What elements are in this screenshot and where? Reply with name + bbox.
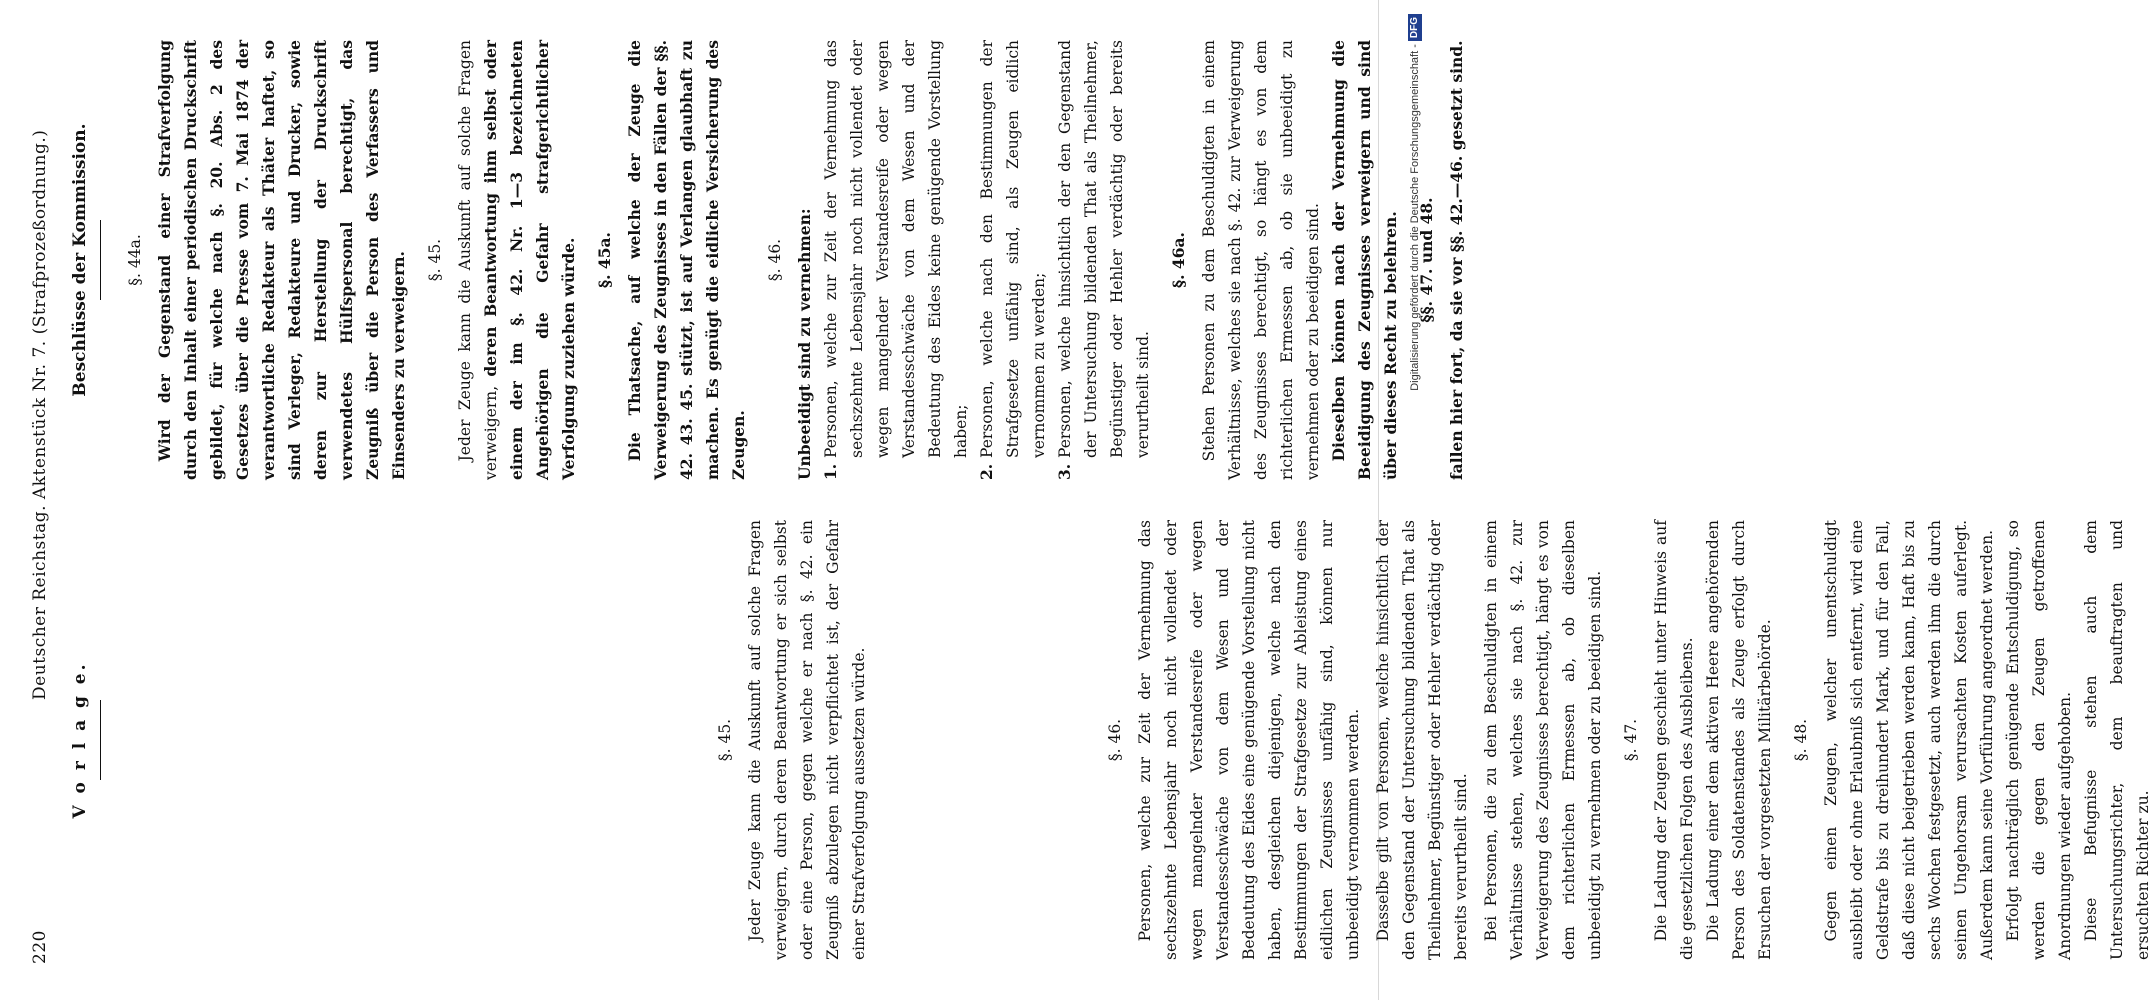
section-48-p2-left: Erfolgt nachträglich genügende Entschuldigung, so werden die gegen den Zeugen getroffenen Anordnungen wieder aufgehoben.	[2004, 520, 2074, 960]
list-item-text: Personen, welche zur Zeit der Vernehmung das sechszehnte Lebensjahr noch nicht vollendet oder wegen mangelnder Verstandesreife oder wegen Verstandesschwäche von dem Wesen und der Bedeutung des Eides keine genügende Vorstellung haben;	[822, 40, 970, 458]
section-46-p3-left: Bei Personen, die zu dem Beschuldigten in einem Verhältnisse stehen, welches sie nach §. 42. zur Verweigerung des Zeugnisses berechtigt, hängt es von dem richterlichen Ermessen ab, ob dieselben unbeeidigt zu vernehmen oder zu beeidigen sind.	[1482, 520, 1604, 960]
section-44a-heading: §. 44a.	[126, 234, 144, 286]
list-item-number: 1.	[821, 463, 840, 480]
list-item-number: 2.	[977, 463, 996, 480]
list-item	[974, 40, 1052, 480]
list-item-text: Personen, welche nach den Bestimmungen der Strafgesetze unfähig sind, als Zeugen eidlich vernommen zu werden;	[978, 40, 1048, 458]
section-45-text-plain-right: Jeder Zeuge kann die Auskunft auf solche Fragen verweigern,	[456, 40, 500, 480]
section-45-text-bold-right: deren Beantwortung ihm selbst oder einem der im §. 42. Nr. 1—3 bezeichneten Angehörigen die Gefahr strafgerichtlicher Verfolgung zuziehen würde.	[481, 40, 578, 480]
section-45a-heading: §. 45a.	[595, 232, 614, 288]
title-rule-right	[100, 220, 101, 300]
section-46-list-right	[818, 40, 1156, 480]
left-column-title: V o r l a g e.	[70, 661, 90, 819]
right-column-title: Beschlüsse der Kommission.	[70, 123, 90, 397]
section-46-lead-right: Unbeeidigt sind zu vernehmen:	[795, 208, 814, 480]
section-47-heading-left: §. 47.	[1622, 718, 1640, 762]
section-46a-heading: §. 46a.	[1169, 232, 1188, 288]
section-45-text-left: Jeder Zeuge kann die Auskunft auf solche Fragen verweigern, durch deren Beantwortung er sich selbst oder eine Person, gegen welche er nach §. 42. ein Zeugniß abzulegen nicht verpflichtet ist, der Gefahr einer Strafverfolgung aussetzen würde.	[746, 520, 868, 960]
title-rule-left	[100, 700, 101, 780]
list-item	[1052, 40, 1156, 480]
page-number: 220	[30, 930, 50, 964]
section-48-heading-left: §. 48.	[1792, 718, 1810, 762]
section-47-48-heading-right: §§. 47. und 48.	[1417, 197, 1436, 323]
section-46-heading-left: §. 46.	[1106, 718, 1124, 762]
section-46-p2-left: Dasselbe gilt von Personen, welche hinsichtlich der den Gegenstand der Untersuchung bildenden That als Theilnehmer, Begünstiger oder Hehler verdächtig oder bereits verurtheilt sind.	[1374, 520, 1470, 960]
section-46-heading-right: §. 46.	[766, 238, 784, 282]
digitization-credit	[1395, 0, 1432, 1000]
section-48-p1-left: Gegen einen Zeugen, welcher unentschuldigt ausbleibt oder ohne Erlaubniß sich entfernt, wird eine Geldstrafe bis zu dreihundert Mark, und für den Fall, daß diese nicht beigetrieben werden kann, Haft bis zu sechs Wochen festgesetzt, auch werden ihm die durch seinen Ungehorsam verursachten Kosten auferlegt. Außerdem kann seine Vorführung angeordnet werden.	[1822, 520, 1996, 960]
right-column	[112, 40, 1470, 480]
section-47-p2-left: Die Ladung einer dem aktiven Heere angehörenden Person des Soldatenstandes als Zeuge erfolgt durch Ersuchen der vorgesetzten Militärbehörde.	[1704, 520, 1774, 960]
dfg-logo: DFG	[1408, 14, 1422, 41]
credit-text: Digitalisierung gefördert durch die Deutsche Forschungsgemeinschaft -	[1409, 44, 1421, 391]
section-45-heading-right: §. 45.	[426, 238, 444, 282]
list-item-text: Personen, welche hinsichtlich der den Gegenstand der Untersuchung bildenden That als Theilnehmer, Begünstiger oder Hehler verdächtig oder bereits verurtheilt sind.	[1056, 40, 1152, 458]
section-44a-text: Wird der Gegenstand einer Strafverfolgung durch den Inhalt einer periodischen Druckschrift gebildet, für welche nach §. 20. Abs. 2 des Gesetzes über die Presse vom 7. Mai 1874 der verantwortliche Redakteur als Thäter haftet, so sind Verleger, Redakteure und Drucker, sowie deren zur Herstellung der Druckschrift verwendetes Hülfspersonal berechtigt, das Zeugniß über die Person des Verfassers und Einsenders zu verweigern.	[155, 40, 408, 480]
section-45-heading-left: §. 45.	[716, 718, 734, 762]
section-48-p3-left: Diese Befugnisse stehen auch dem Untersuchungsrichter, dem beauftragten und ersuchten Richter zu.	[2082, 520, 2152, 960]
section-46a-p2: Dieselben können nach der Vernehmung die Beeidigung des Zeugnisses verweigern und sind über dieses Recht zu belehren.	[1329, 40, 1400, 480]
section-47-48-text-right: fallen hier fort, da sie vor §§. 42.—46. gesetzt sind.	[1447, 40, 1466, 480]
list-item	[818, 40, 974, 480]
section-46-p1-left: Personen, welche zur Zeit der Vernehmung das sechszehnte Lebensjahr noch nicht vollendet oder wegen mangelnder Verstandesreife oder wegen Verstandesschwäche von dem Wesen und der Bedeutung des Eides eine genügende Vorstellung nicht haben, desgleichen diejenigen, welche nach den Bestimmungen der Strafgesetze zur Ableistung eines eidlichen Zeugnisses unfähig sind, können nur unbeeidigt vernommen werden.	[1136, 520, 1362, 960]
running-title: Deutscher Reichstag. Aktenstück Nr. 7. (Strafprozeßordnung.)	[30, 129, 50, 700]
left-column	[112, 520, 2156, 960]
section-45a-text: Die Thatsache, auf welche der Zeuge die Verweigerung des Zeugnisses in den Fällen der §§. 42. 43. 45. stützt, ist auf Verlangen glaubhaft zu machen. Es genügt die eidliche Versicherung des Zeugen.	[625, 40, 748, 480]
list-item-number: 3.	[1055, 463, 1074, 480]
section-46a-p1: Stehen Personen zu dem Beschuldigten in einem Verhältnisse, welches sie nach §. 42. zur Verweigerung des Zeugnisses berechtigt, so hängt es von dem richterlichen Ermessen ab, ob sie unbeeidigt zu vernehmen oder zu beeidigen sind.	[1200, 40, 1322, 480]
section-47-p1-left: Die Ladung der Zeugen geschieht unter Hinweis auf die gesetzlichen Folgen des Ausbleibens.	[1652, 520, 1696, 960]
